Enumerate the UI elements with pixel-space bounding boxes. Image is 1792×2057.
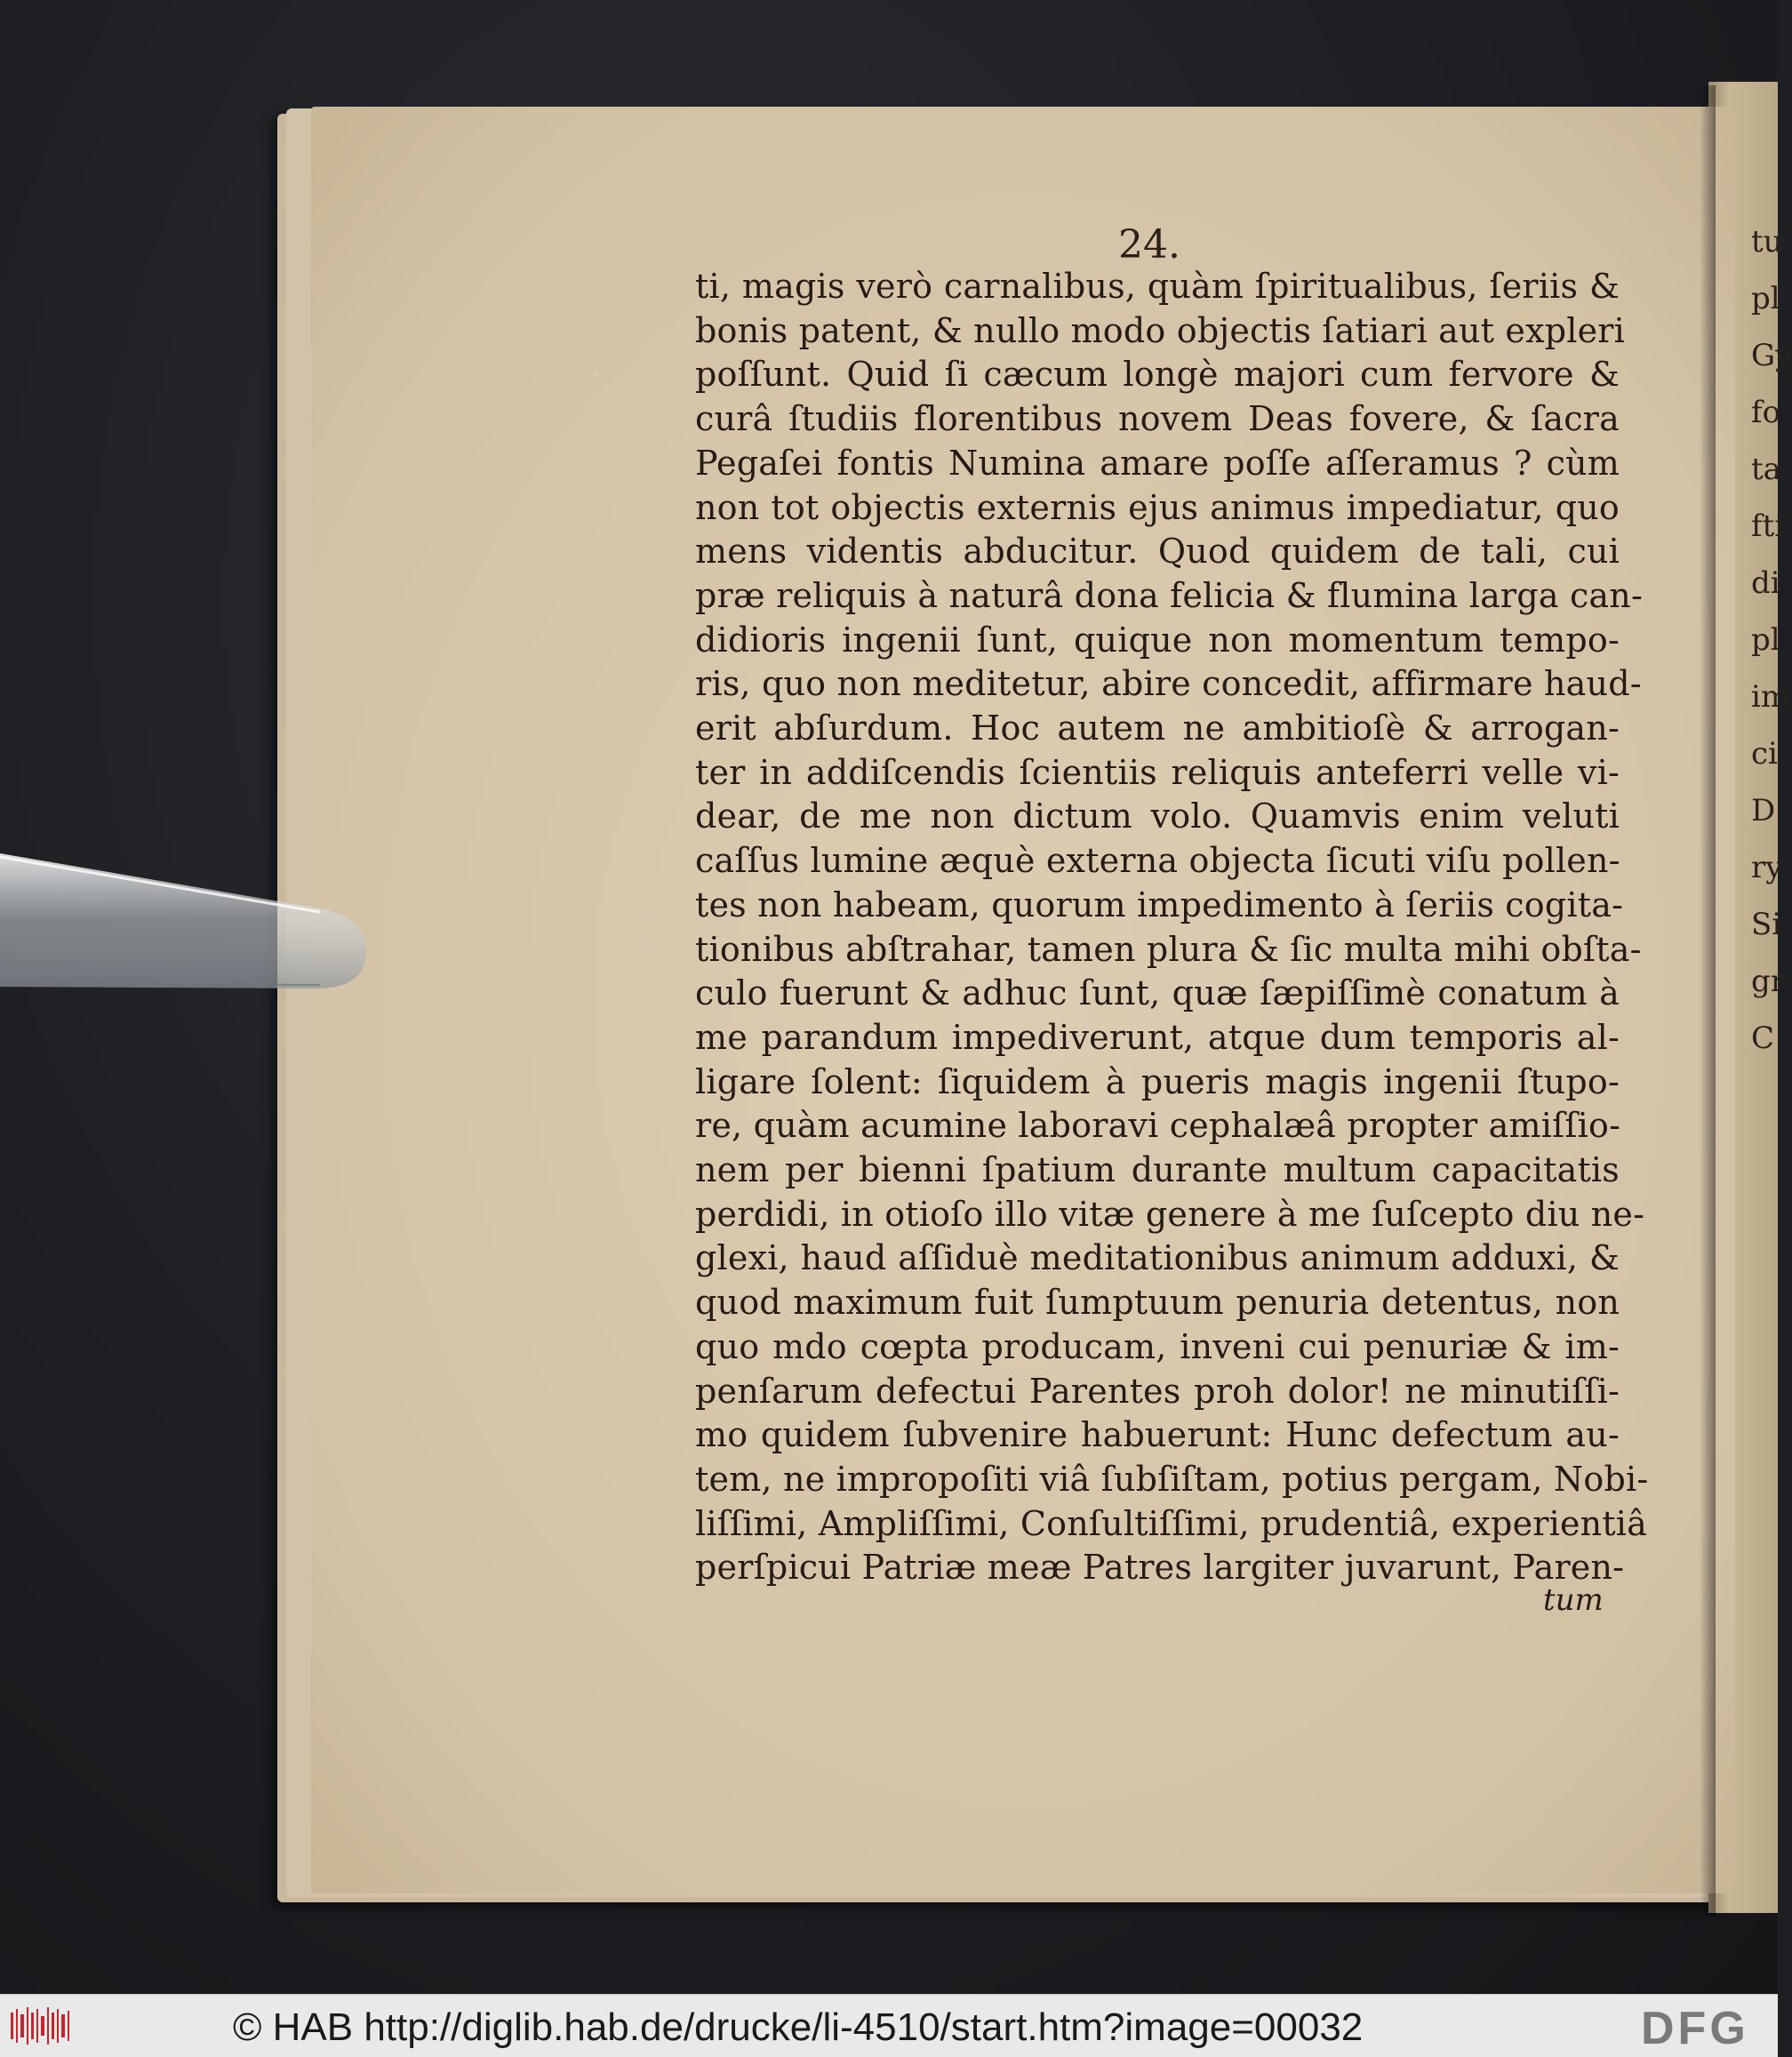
facing-page-fragment: ry — [1751, 850, 1783, 885]
text-line: penſarum defectui Parentes proh dolor! ne minutiſſi- — [695, 1371, 1620, 1411]
copyright-url-text: © HAB http://diglib.hab.de/drucke/li-4510/start.htm?image=00032 — [233, 2005, 1364, 2049]
text-line: tes non habeam, quorum impedimento à ſeriis cogita- — [695, 884, 1624, 924]
text-line: perdidi, in otioſo illo vitæ genere à me ſuſcepto diu ne- — [695, 1194, 1645, 1234]
facing-page-fragment: Si — [1751, 907, 1782, 942]
catchword: tum — [1543, 1582, 1604, 1618]
facing-page-fragment: fo — [1751, 395, 1781, 430]
facing-page-fragment: pl — [1751, 281, 1780, 316]
text-line: quod maximum fuit ſumptuum penuria detentus, non — [695, 1283, 1620, 1323]
text-line: Pegaſei fontis Numina amare poſſe aſſeramus ? cùm — [695, 443, 1620, 483]
text-line: mens videntis abducitur. Quod quidem de tali, cui — [695, 532, 1620, 572]
text-line: non tot objectis externis ejus animus impediatur, quo — [695, 487, 1620, 527]
text-line: tem, ne impropoſiti viâ ſubſiſtam, potius pergam, Nobi- — [695, 1459, 1649, 1499]
spine-shadow — [1700, 85, 1716, 1917]
page-number: 24. — [1118, 222, 1180, 268]
text-line: nem per bienni ſpatium durante multum capacitatis — [695, 1150, 1620, 1190]
facing-page-fragments — [1751, 213, 1792, 1067]
text-line: poſſunt. Quid ſi cæcum longè majori cum fervore & — [695, 355, 1620, 395]
barcode-logo-icon — [9, 2005, 73, 2046]
text-line: re, quàm acumine laboravi cephalæâ propter amiſſio- — [695, 1106, 1621, 1146]
page-text-block — [695, 265, 1649, 1590]
text-line: curâ ſtudiis florentibus novem Deas fovere, & ſacra — [695, 399, 1620, 439]
facing-page-fragment: ci — [1751, 736, 1778, 772]
footer-bar — [0, 1994, 1778, 2057]
text-line: ter in addiſcendis ſcientiis reliquis anteferri velle vi- — [695, 752, 1620, 792]
facing-page-fragment: di — [1751, 565, 1780, 601]
facing-page-fragment: fti — [1751, 508, 1785, 544]
facing-page-fragment: D — [1751, 793, 1776, 828]
facing-page-fragment: Gy — [1751, 338, 1792, 373]
dfg-logo: DFG — [1641, 2003, 1749, 2054]
text-line: tionibus abſtrahar, tamen plura & ſic multa mihi obſta- — [695, 929, 1642, 969]
facing-page-fragment: gr — [1751, 964, 1786, 999]
text-line: glexi, haud aſſiduè meditationibus animum adduxi, & — [695, 1238, 1620, 1278]
text-line: dear, de me non dictum volo. Quamvis enim veluti — [695, 796, 1620, 836]
text-line: culo fuerunt & adhuc ſunt, quæ ſæpiſſimè conatum à — [695, 973, 1620, 1013]
text-line: ris, quo non meditetur, abire concedit, affirmare haud- — [695, 664, 1642, 704]
text-line: ti, magis verò carnalibus, quàm ſpiritualibus, ſeriis & — [695, 267, 1620, 306]
text-line: didioris ingenii ſunt, quique non momentum tempo- — [695, 620, 1620, 660]
facing-page-fragment: im — [1751, 679, 1790, 715]
text-line: bonis patent, & nullo modo objectis ſatiari aut expleri — [695, 310, 1625, 350]
text-line: perſpicui Patriæ meæ Patres largiter juvarunt, Paren- — [695, 1548, 1625, 1588]
facing-page-fragment: C — [1751, 1020, 1775, 1056]
facing-page-fragment: pl — [1751, 622, 1780, 658]
text-line: mo quidem ſubvenire habuerunt: Hunc defectum au- — [695, 1415, 1620, 1455]
glass-clamp-icon — [0, 853, 373, 1004]
text-line: erit abſurdum. Hoc autem ne ambitioſè & arrogan- — [695, 708, 1620, 748]
text-line: me parandum impediverunt, atque dum temporis al- — [695, 1017, 1620, 1057]
text-line: præ reliquis à naturâ dona felicia & flumina larga can- — [695, 575, 1644, 615]
text-line: liſſimi, Ampliſſimi, Conſultiſſimi, prudentiâ, experientiâ — [695, 1503, 1648, 1543]
text-line: ligare ſolent: ſiquidem à pueris magis ingenii ſtupo- — [695, 1061, 1620, 1101]
facing-page-fragment: ta — [1751, 452, 1781, 487]
facing-page-fragment: tu — [1751, 224, 1783, 260]
text-line: caſſus lumine æquè externa objecta ſicuti viſu pollen- — [695, 841, 1620, 881]
text-line: quo mdo cœpta producam, inveni cui penuriæ & im- — [695, 1326, 1620, 1366]
